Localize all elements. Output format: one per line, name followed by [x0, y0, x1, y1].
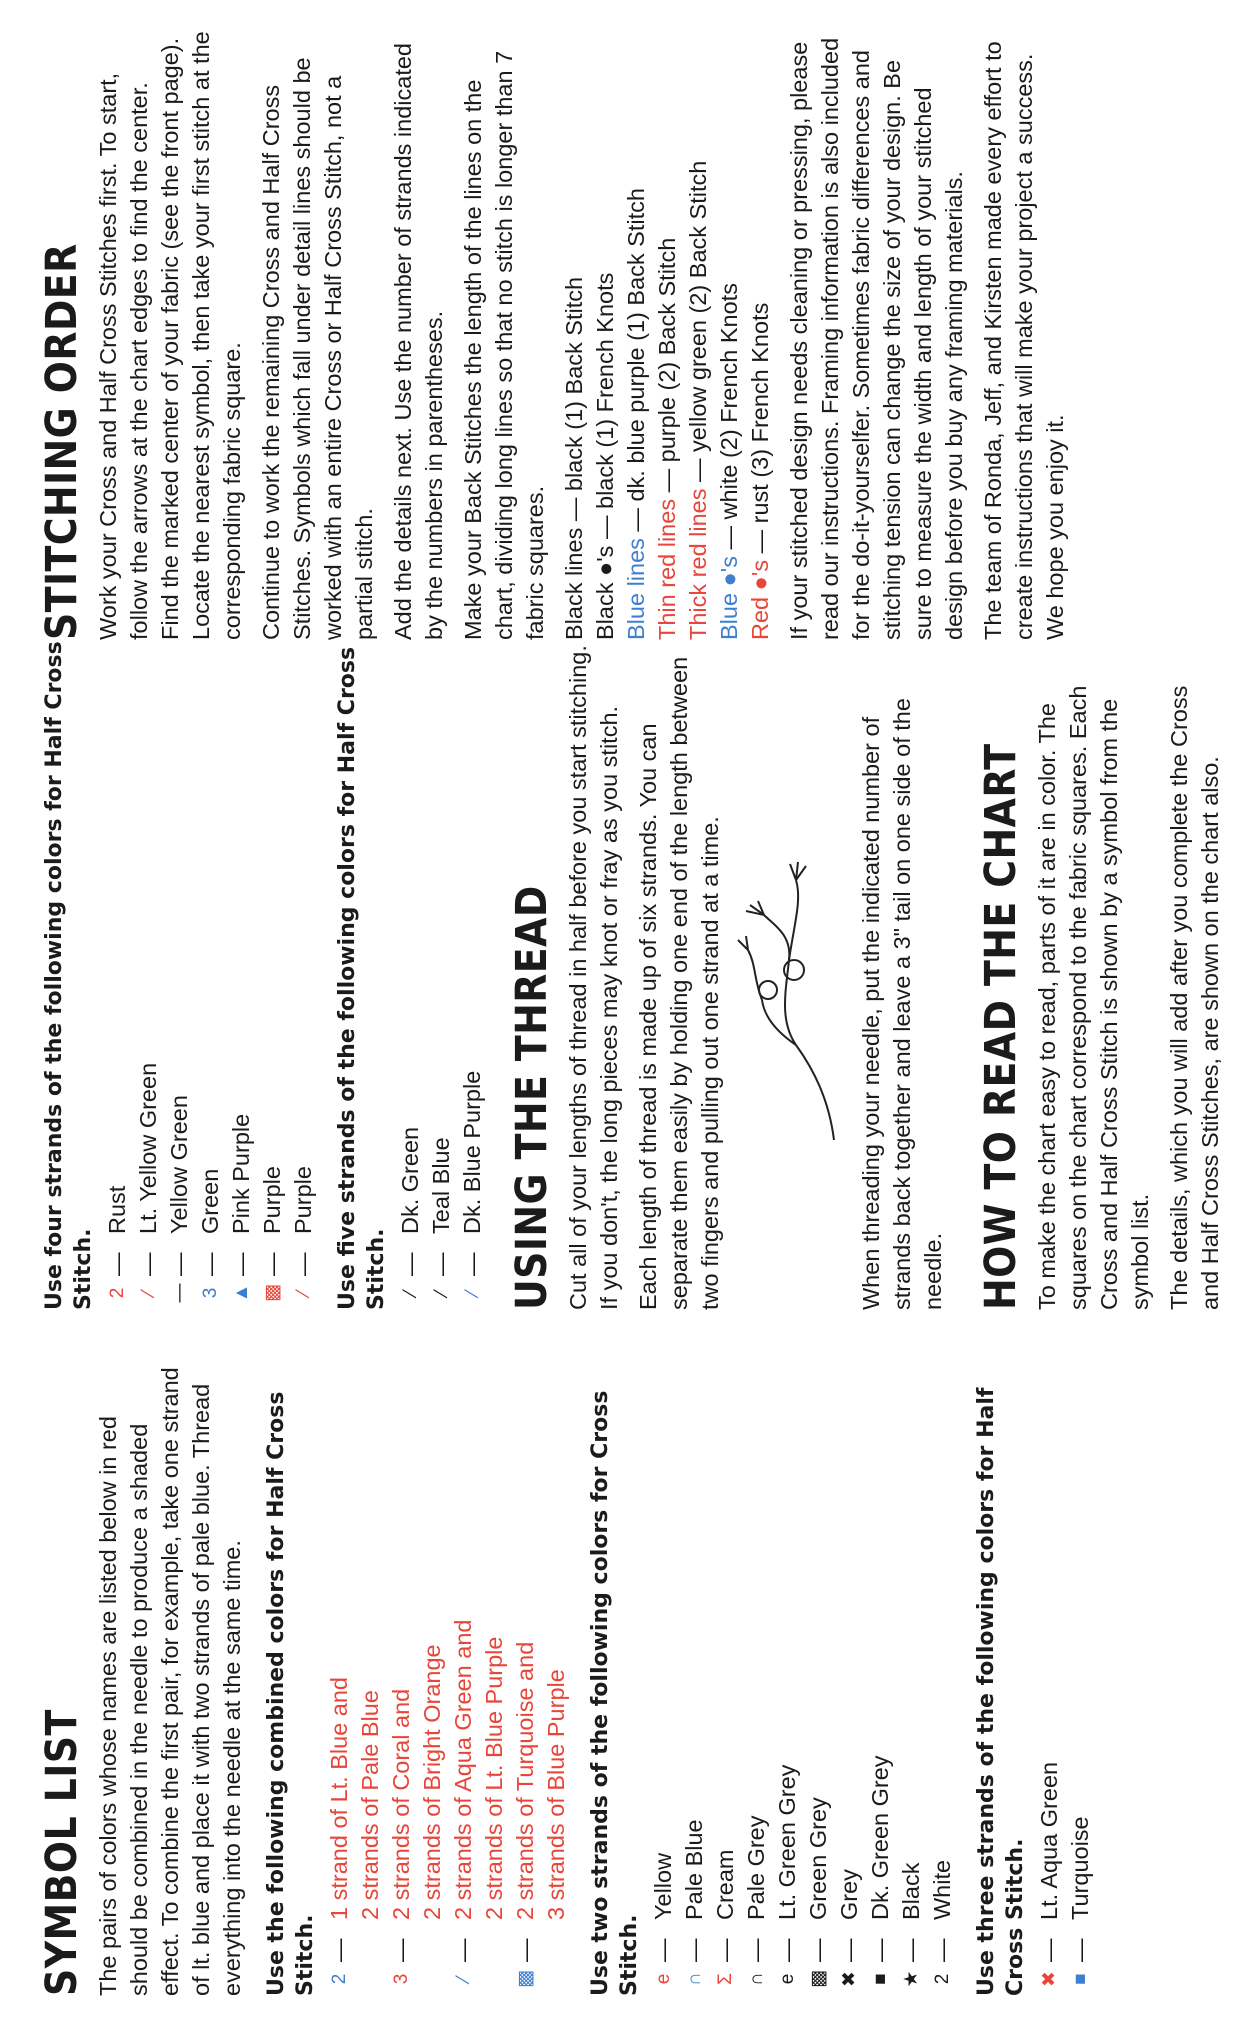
using-thread-p3: When threading your needle, put the indicated number of strands back together and leave a 3" tail on one side of the needle.	[858, 698, 947, 1310]
hatched-square-icon: ▩	[515, 1970, 537, 1988]
stitching-order-p3: Add the details next. Use the number of strands indicated by the numbers in parentheses.	[390, 43, 448, 640]
symbol-2-icon: 2	[329, 1973, 351, 1985]
e-symbol-icon: e	[777, 1973, 799, 1985]
list-item: ∩ — Pale Blue	[679, 1356, 710, 1996]
symbol-list-column	[37, 1356, 1096, 1996]
hatched-square-icon: ▩	[262, 1284, 283, 1302]
detail-label: Red ●'s	[747, 559, 774, 640]
solid-square-icon: ■	[1070, 1973, 1092, 1985]
color-name: Green Grey	[805, 1797, 832, 1920]
color-name: Black	[898, 1862, 925, 1920]
list-item: Blue ●'s — white (2) French Knots	[716, 283, 743, 640]
combined-name: 2 strands of Lt. Blue Purple	[481, 1636, 508, 1920]
x-symbol-icon: ✖	[839, 1971, 861, 1987]
list-item: Red ●'s — rust (3) French Knots	[747, 302, 774, 640]
list-item: ▩ — Purple	[257, 640, 288, 1310]
detail-label: Blue lines	[623, 538, 650, 640]
solid-square-icon: ■	[870, 1973, 892, 1985]
detail-label: Black lines	[561, 527, 588, 640]
triangle-symbol-icon: ▲	[231, 1283, 252, 1303]
list-item: Blue lines — dk. blue purple (1) Back Stitch	[623, 188, 650, 640]
list-item: e — Lt. Green Grey	[772, 1356, 803, 1996]
using-thread-p1: Cut all of your lengths of thread in half before you start stitching. If you don't, the long pieces may knot or fray as you stitch.	[565, 645, 623, 1310]
color-name: Green	[197, 1168, 223, 1234]
list-item: ✖ — Lt. Aqua Green	[1034, 1356, 1065, 1996]
detail-label: Blue ●'s	[716, 556, 743, 640]
list-item: Σ — Cream	[710, 1356, 741, 1996]
using-thread-p2: Each length of thread is made up of six strands. You can separate them easily by holding one end of the length between two fingers and pulling out one strand at a time.	[635, 656, 724, 1310]
slash-symbol-icon: ⁄	[453, 1977, 475, 1981]
combined-name: 1 strand of Lt. Blue and	[326, 1677, 353, 1920]
color-name: Purple	[259, 1166, 285, 1234]
four-strands-heading: Use four strands of the following colors for Half Cross Stitch.	[42, 641, 96, 1310]
list-item: — — Yellow Green	[164, 640, 195, 1310]
slash-symbol-icon: ⁄	[400, 1291, 421, 1295]
combined-row-3: ⁄ — 2 strands of Aqua Green and 2 strands of Lt. Blue Purple	[448, 1356, 510, 1996]
color-name: Lt. Aqua Green	[1036, 1761, 1063, 1920]
list-item: ⁄ — Teal Blue	[426, 640, 457, 1310]
star-symbol-icon: ★	[901, 1970, 923, 1988]
stitching-order-column	[37, 30, 1079, 640]
five-strands-heading: Use five strands of the following colors for Half Cross Stitch.	[335, 646, 389, 1310]
combined-name: 2 strands of Turquoise and	[512, 1641, 539, 1920]
color-name: Pale Grey	[743, 1815, 770, 1920]
five-strands-list	[395, 640, 488, 1310]
symbol-list-title: SYMBOL LIST	[37, 1709, 87, 1996]
symbol-2-icon: 2	[107, 1287, 128, 1299]
color-name: Cream	[712, 1849, 739, 1920]
list-item: Black ●'s — black (1) French Knots	[592, 272, 619, 640]
thread-strands-illustration	[734, 810, 854, 1140]
three-strands-heading: Use three strands of the following colors for Half Cross Stitch.	[974, 1387, 1029, 1996]
using-thread-title: USING THE THREAD	[507, 885, 557, 1310]
combined-row-2: 3 — 2 strands of Coral and 2 strands of Bright Orange	[386, 1356, 448, 1996]
list-item: ⁄ — Dk. Green	[395, 640, 426, 1310]
list-item: Thick red lines — yellow green (2) Back Stitch	[685, 160, 712, 640]
stitching-order-p2: Continue to work the remaining Cross and Half Cross Stitches. Symbols which fall under detail lines should be worked with an entire Cross or Half Cross Stitch, not a partial stitch.	[258, 57, 378, 640]
three-strands-list	[1034, 1356, 1096, 1996]
stitching-order-p4: Make your Back Stitches the length of the lines on the chart, dividing long lines so that no stitch is longer than 7 fabric squares.	[460, 50, 549, 640]
list-item: ⁄ — Dk. Blue Purple	[457, 640, 488, 1310]
slash-symbol-icon: ⁄	[431, 1291, 452, 1295]
stitching-order-p5: If your stitched design needs cleaning or pressing, please read our instructions. Framing information is also included for the do-it-yourselfer. Sometimes fabric differences and stitching tension can change the size of your design. Be sure to measure the width and length of your stitched design before you buy any framing materials.	[786, 37, 968, 640]
list-item: Thin red lines — purple (2) Back Stitch	[654, 237, 681, 640]
combined-name: 2 strands of Pale Blue	[357, 1690, 384, 1920]
list-item: ⁄ — Purple	[288, 640, 319, 1310]
color-name: Dk. Green	[397, 1126, 423, 1234]
color-name: Purple	[290, 1166, 316, 1234]
color-name: Lt. Yellow Green	[135, 1062, 161, 1234]
slash-symbol-icon: ⁄	[138, 1291, 159, 1295]
list-item: e — Yellow	[648, 1356, 679, 1996]
e-symbol-icon: e	[653, 1973, 675, 1985]
combined-name: 2 strands of Bright Orange	[419, 1644, 446, 1920]
read-chart-title: HOW TO READ THE CHART	[976, 743, 1027, 1310]
line-symbol-icon: —	[169, 1283, 190, 1303]
list-item: ⁄ — Lt. Yellow Green	[133, 640, 164, 1310]
list-item: ★ — Black	[896, 1356, 927, 1996]
color-name: Turquoise	[1067, 1816, 1094, 1920]
list-item: ■ — Turquoise	[1065, 1356, 1096, 1996]
hatched-square-icon: ▩	[808, 1970, 830, 1988]
slash-symbol-icon: ⁄	[293, 1291, 314, 1295]
combined-row-4: ▩ — 2 strands of Turquoise and 3 strands of Blue Purple	[510, 1356, 572, 1996]
combined-row-1: 2 — 1 strand of Lt. Blue and 2 strands of Pale Blue	[324, 1356, 386, 1996]
color-name: Yellow Green	[166, 1095, 192, 1234]
list-item: ✖ — Grey	[834, 1356, 865, 1996]
list-item: ∩ — Pale Grey	[741, 1356, 772, 1996]
read-chart-p2: The details, which you will add after you complete the Cross and Half Cross Stitches, are shown on the chart also.	[1166, 685, 1224, 1310]
list-item: 2 — White	[927, 1356, 958, 1996]
color-name: Grey	[836, 1869, 863, 1920]
color-name: Pink Purple	[228, 1113, 254, 1234]
sigma-symbol-icon: Σ	[715, 1973, 737, 1985]
color-name: Lt. Green Grey	[774, 1764, 801, 1920]
combined-name: 3 strands of Blue Purple	[543, 1669, 570, 1920]
color-name: Rust	[104, 1185, 130, 1234]
x-symbol-icon: ✖	[1039, 1971, 1061, 1987]
combined-name: 2 strands of Coral and	[388, 1688, 415, 1920]
color-name: White	[929, 1859, 956, 1920]
list-item: 3 — Green	[195, 640, 226, 1310]
stitching-order-p1: Work your Cross and Half Cross Stitches first. To start, follow the arrows at the chart edges to find the center. Find the marked center of your fabric (see the front page). Locate the nearest symbol, then take your first stitch at the corresponding fabric square.	[95, 31, 246, 640]
stitching-order-title: STITCHING ORDER	[37, 243, 87, 640]
symbol-3-icon: 3	[391, 1973, 413, 1985]
symbol-list-intro: The pairs of colors whose names are listed below in red should be combined in the needle to produce a shaded effect. To combine the first pair, for example, take one strand of lt. blue and place it with two strands of pale blue. Thread everything into the needle at the same time.	[95, 1367, 246, 1996]
arch-symbol-icon: ∩	[684, 1972, 706, 1986]
list-item: ■ — Dk. Green Grey	[865, 1356, 896, 1996]
color-name: Yellow	[650, 1852, 677, 1920]
middle-column	[40, 640, 1234, 1310]
color-name: Dk. Blue Purple	[459, 1070, 485, 1234]
detail-label: Black ●'s	[592, 545, 619, 640]
color-name: Pale Blue	[681, 1819, 708, 1920]
detail-label: Thick red lines	[685, 488, 712, 640]
list-item: 2 — Rust	[102, 640, 133, 1310]
stitching-order-p6: The team of Ronda, Jeff, and Kirsten made every effort to create instructions that will make your project a success. We hope you enjoy it.	[980, 41, 1069, 640]
color-name: Teal Blue	[428, 1137, 454, 1234]
combined-name: 2 strands of Aqua Green and	[450, 1619, 477, 1920]
slash-symbol-icon: ⁄	[462, 1291, 483, 1295]
detail-lines-list	[559, 30, 776, 640]
symbol-3-icon: 3	[200, 1287, 221, 1299]
list-item: ▲ — Pink Purple	[226, 640, 257, 1310]
two-strands-list	[648, 1356, 958, 1996]
list-item: ▩ — Green Grey	[803, 1356, 834, 1996]
detail-label: Thin red lines	[654, 498, 681, 640]
list-item: Black lines — black (1) Back Stitch	[561, 276, 588, 640]
four-strands-list	[102, 640, 319, 1310]
read-chart-p1: To make the chart easy to read, parts of it are in color. The squares on the chart correspond to the fabric squares. Each Cross and Half Cross Stitch is shown by a symbol from the symbol list.	[1034, 685, 1154, 1310]
combined-colors-heading: Use the following combined colors for Half Cross Stitch.	[264, 1391, 319, 1996]
symbol-2-icon: 2	[932, 1973, 954, 1985]
arch-symbol-icon: ∩	[746, 1972, 768, 1986]
combined-colors-list	[324, 1356, 572, 1996]
two-strands-heading: Use two strands of the following colors for Cross Stitch.	[588, 1390, 643, 1996]
color-name: Dk. Green Grey	[867, 1755, 894, 1920]
